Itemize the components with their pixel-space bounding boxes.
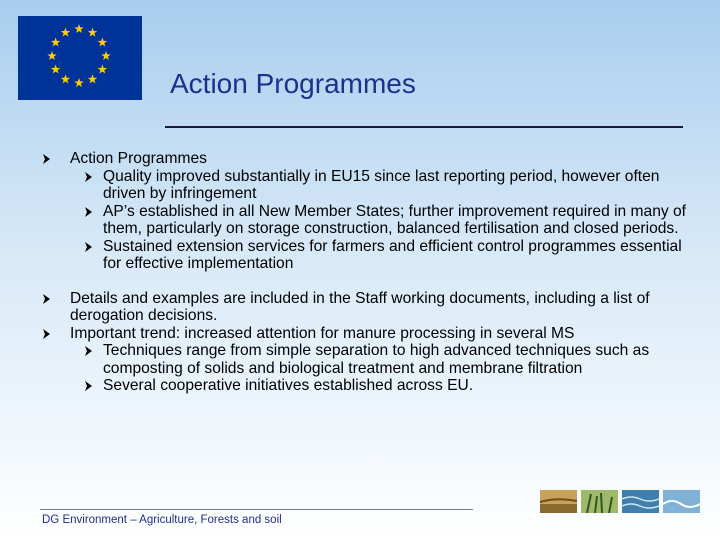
bullet-item <box>40 290 690 325</box>
theme-image-strip <box>540 490 700 513</box>
arrowhead-bullet-icon <box>40 325 54 342</box>
sub-bullet-text: Quality improved substantially in EU15 since last reporting period, however often driven by infringement <box>103 167 660 202</box>
title-divider <box>165 126 683 128</box>
sub-bullet-item <box>40 342 690 377</box>
bullet-item <box>40 150 690 168</box>
sub-bullet-item <box>40 203 690 238</box>
sub-bullet-item <box>40 168 690 203</box>
arrowhead-bullet-icon <box>40 150 54 167</box>
slide-title: Action Programmes <box>170 68 416 99</box>
arrowhead-bullet-icon <box>82 342 96 359</box>
waves-icon <box>663 490 700 513</box>
sub-bullet-text: AP’s established in all New Member States; further improvement required in many of them, particularly on storage construction, balanced fertilisation and closed periods. <box>103 202 687 237</box>
bullet-item <box>40 325 690 343</box>
arrowhead-bullet-icon <box>82 238 96 255</box>
field-icon <box>540 490 577 513</box>
slide-body <box>40 150 690 395</box>
bullet-text: Action Programmes <box>70 150 207 167</box>
arrowhead-bullet-icon <box>82 203 96 220</box>
arrowhead-bullet-icon <box>40 290 54 307</box>
footer-divider <box>40 509 473 510</box>
bullet-text: Details and examples are included in the Staff working documents, including a list of derogation decisions. <box>70 289 650 324</box>
arrowhead-bullet-icon <box>82 377 96 394</box>
spacer <box>40 273 690 290</box>
bullet-text: Important trend: increased attention for manure processing in several MS <box>70 324 575 342</box>
water-icon <box>622 490 659 513</box>
sub-bullet-text: Techniques range from simple separation to high advanced techniques such as composting of solids and biological treatment and membrane filtration <box>103 342 650 377</box>
sub-bullet-text: Sustained extension services for farmers and efficient control programmes essential for effective implementation <box>103 237 682 272</box>
eu-flag-icon <box>18 16 142 100</box>
footer-text: DG Environment – Agriculture, Forests and soil <box>42 514 282 526</box>
sub-bullet-text: Several cooperative initiatives established across EU. <box>103 377 474 394</box>
plants-icon <box>581 490 618 513</box>
sub-bullet-item <box>40 377 690 395</box>
sub-bullet-item <box>40 238 690 273</box>
arrowhead-bullet-icon <box>82 168 96 185</box>
